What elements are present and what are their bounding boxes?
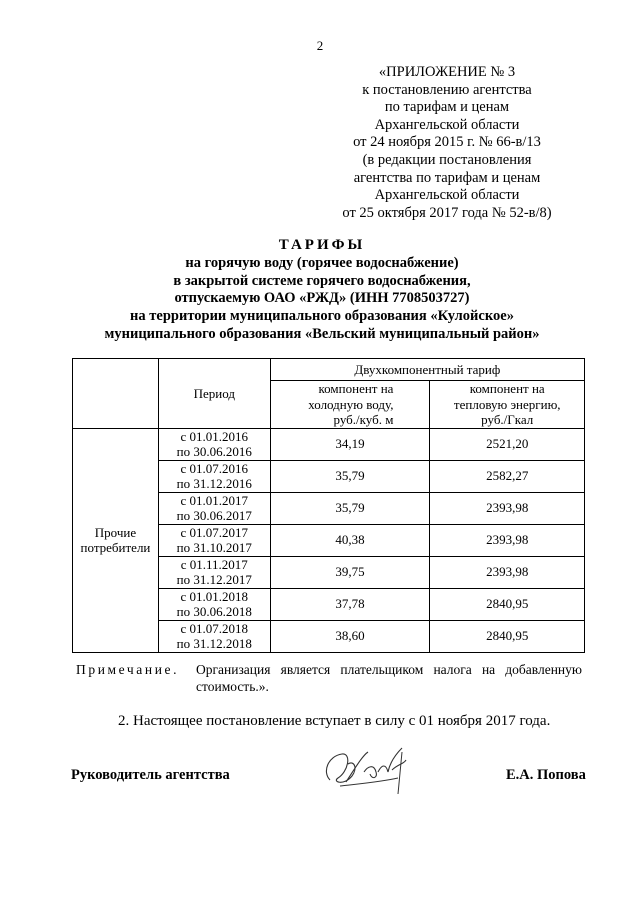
period-to: по 31.12.2016 — [176, 476, 252, 491]
header-heat: компонент на тепловую энергию, руб./Гкал — [430, 381, 585, 429]
title-line: отпускаемую ОАО «РЖД» (ИНН 7708503727) — [174, 290, 470, 307]
cold-water-cell: 34,19 — [270, 428, 430, 460]
document-title — [60, 237, 584, 344]
appendix-line: к постановлению агентства — [362, 81, 532, 98]
appendix-line: агентства по тарифам и ценам — [353, 169, 541, 186]
period-to: по 31.12.2018 — [176, 636, 252, 651]
note-text-line1: Организация является плательщиком налога на добавленную — [196, 662, 582, 677]
heat-cell: 2393,98 — [430, 524, 585, 556]
title-line: в закрытой системе горячего водоснабжения, — [173, 272, 471, 289]
cold-water-cell: 38,60 — [270, 620, 430, 652]
appendix-line: (в редакции постановления — [362, 151, 532, 168]
title-line: на территории муниципального образования «Кулойское» — [130, 308, 514, 325]
header-period: Период — [158, 359, 270, 429]
period-cell — [158, 460, 270, 492]
period-from: с 01.01.2017 — [180, 492, 249, 508]
page-number: 2 — [316, 38, 324, 53]
consumer-group: Прочие потребители — [73, 428, 159, 652]
period-from: с 01.01.2016 — [180, 428, 249, 444]
cold-water-cell: 35,79 — [270, 460, 430, 492]
title-line: на горячую воду (горячее водоснабжение) — [185, 254, 459, 271]
signatory-position: Руководитель агентства — [71, 767, 230, 783]
cold-water-cell: 37,78 — [270, 588, 430, 620]
appendix-line: от 25 октября 2017 года № 52-в/8) — [342, 204, 552, 221]
period-cell — [158, 556, 270, 588]
paragraph-2: 2. Настоящее постановление вступает в силу с 01 ноября 2017 года. — [118, 713, 551, 729]
note-label: Примечание. — [76, 662, 180, 677]
appendix-line: по тарифам и ценам — [384, 99, 510, 116]
period-cell — [158, 620, 270, 652]
title-line: муниципального образования «Вельский муниципальный район» — [104, 325, 540, 342]
period-from: с 01.01.2018 — [180, 588, 249, 604]
heat-cell: 2840,95 — [430, 620, 585, 652]
period-cell — [158, 428, 270, 460]
appendix-line: Архангельской области — [374, 187, 520, 204]
period-to: по 30.06.2018 — [176, 604, 252, 619]
period-from: с 01.11.2017 — [180, 556, 248, 572]
handwritten-signature — [318, 742, 418, 800]
heat-cell: 2582,27 — [430, 460, 585, 492]
heat-cell: 2393,98 — [430, 492, 585, 524]
period-to: по 30.06.2017 — [176, 508, 252, 523]
period-from: с 01.07.2017 — [180, 524, 249, 540]
period-cell — [158, 492, 270, 524]
heat-cell: 2840,95 — [430, 588, 585, 620]
period-to: по 31.10.2017 — [176, 540, 252, 555]
heat-cell: 2393,98 — [430, 556, 585, 588]
appendix-line: от 24 ноября 2015 г. № 66-в/13 — [353, 134, 541, 151]
appendix-header — [300, 64, 594, 222]
signatory-name: Е.А. Попова — [506, 767, 586, 783]
period-to: по 30.06.2016 — [176, 444, 252, 459]
header-cold-water: компонент на холодную воду, руб./куб. м — [270, 381, 430, 429]
note-text-line2: стоимость.». — [196, 678, 269, 694]
header-tariff: Двухкомпонентный тариф — [270, 359, 584, 381]
appendix-line: «ПРИЛОЖЕНИЕ № 3 — [378, 64, 516, 80]
title-heading: ТАРИФЫ — [278, 237, 366, 253]
period-from: с 01.07.2016 — [180, 460, 249, 476]
tariff-table — [72, 358, 585, 653]
cold-water-cell: 35,79 — [270, 492, 430, 524]
period-cell — [158, 588, 270, 620]
header-empty-cell — [73, 359, 159, 429]
period-from: с 01.07.2018 — [180, 620, 249, 636]
cold-water-cell: 39,75 — [270, 556, 430, 588]
period-to: по 31.12.2017 — [176, 572, 252, 587]
appendix-line: Архангельской области — [374, 116, 520, 133]
table-row — [73, 428, 585, 460]
cold-water-cell: 40,38 — [270, 524, 430, 556]
period-cell — [158, 524, 270, 556]
heat-cell: 2521,20 — [430, 428, 585, 460]
